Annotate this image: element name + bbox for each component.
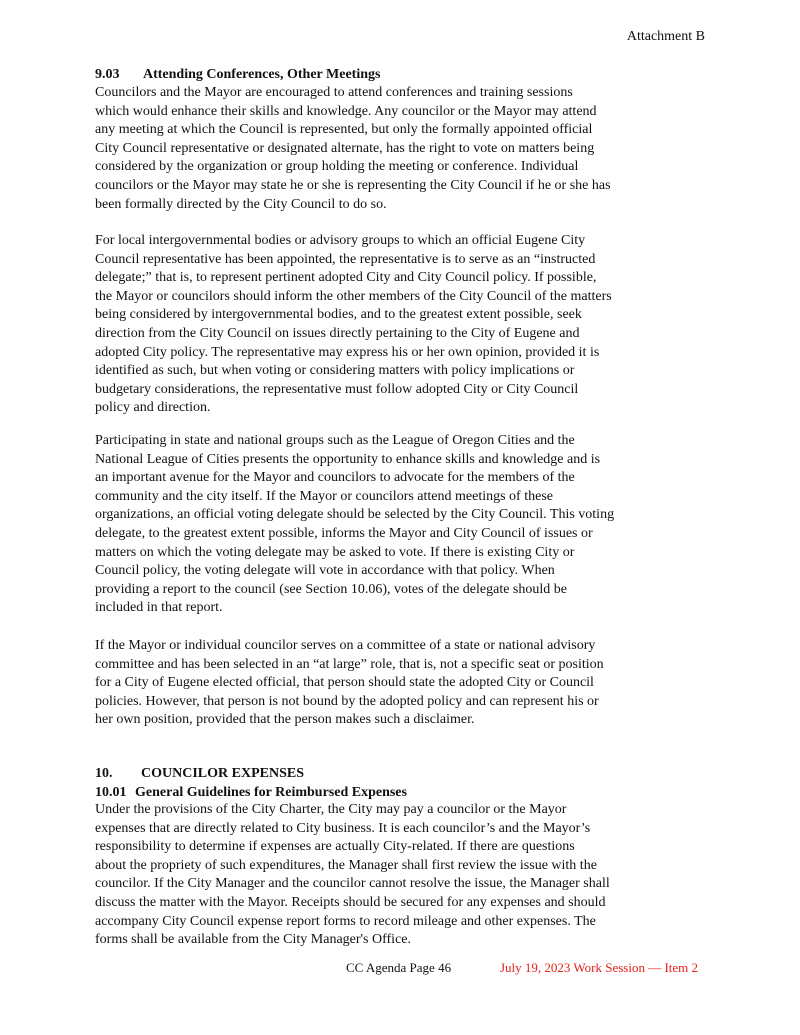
text-line: Councilors and the Mayor are encouraged to attend conferences and training sessions bbox=[95, 85, 573, 100]
section-number: 9.03 bbox=[95, 67, 120, 82]
text-line: the Mayor or councilors should inform the other members of the City Council of the matters bbox=[95, 288, 612, 304]
footer-session-label: July 19, 2023 Work Session — Item 2 bbox=[500, 960, 699, 975]
section-number: 10.01 bbox=[95, 784, 127, 800]
text-line: Under the provisions of the City Charter, the City may pay a councilor or the Mayor bbox=[95, 802, 567, 817]
text-line: been formally directed by the City Council to do so. bbox=[95, 196, 387, 212]
text-line: organizations, an official voting delegate should be selected by the City Council. This voting bbox=[95, 507, 615, 523]
section-title: General Guidelines for Reimbursed Expenses bbox=[135, 784, 407, 800]
text-line: Council representative has been appointed, the representative is to serve as an “instructed bbox=[95, 251, 596, 267]
text-line: about the propriety of such expenditures, the Manager shall first review the issue with the bbox=[95, 857, 597, 873]
text-line: accompany City Council expense report forms to record mileage and other expenses. The bbox=[95, 913, 596, 929]
text-line: delegate;” that is, to represent pertinent adopted City and City Council policy. If possible, bbox=[95, 270, 597, 286]
section-10-heading bbox=[95, 765, 407, 802]
text-line: councilors or the Mayor may state he or she is representing the City Council if he or she has bbox=[95, 177, 611, 193]
text-line: providing a report to the council (see Section 10.06), votes of the delegate should be bbox=[95, 581, 567, 597]
text-line: expenses that are directly related to City business. It is each councilor’s and the Mayor’s bbox=[95, 820, 591, 836]
footer-page-number: CC Agenda Page 46 bbox=[346, 960, 452, 975]
text-line: identified as such, but when voting or considering matters with policy implications or bbox=[95, 363, 575, 379]
text-line: City Council representative or designated alternate, has the right to vote on matters being bbox=[95, 140, 595, 156]
text-line: Council policy, the voting delegate will vote in accordance with that policy. When bbox=[95, 563, 555, 579]
text-line: which would enhance their skills and knowledge. Any councilor or the Mayor may attend bbox=[95, 103, 597, 119]
text-line: forms shall be available from the City Manager's Office. bbox=[95, 932, 411, 948]
attachment-label: Attachment B bbox=[626, 29, 705, 44]
text-line: policies. However, that person is not bound by the adopted policy and can represent his or bbox=[95, 693, 599, 709]
section-title: COUNCILOR EXPENSES bbox=[141, 766, 304, 781]
text-line: delegate, to the greatest extent possible, informs the Mayor and City Council of issues or bbox=[95, 525, 593, 541]
text-line: being considered by intergovernmental bodies, and to the greatest extent possible, seek bbox=[95, 307, 582, 323]
section-9-03-heading bbox=[95, 66, 380, 85]
text-line: considered by the organization or group holding the meeting or conference. Individual bbox=[95, 159, 579, 175]
section-title: Attending Conferences, Other Meetings bbox=[143, 67, 381, 82]
text-line: matters on which the voting delegate may be asked to vote. If there is existing City or bbox=[95, 544, 575, 560]
text-line: budgetary considerations, the representative must follow adopted City or City Council bbox=[95, 381, 579, 397]
text-line: Participating in state and national groups such as the League of Oregon Cities and the bbox=[95, 433, 575, 448]
text-line: her own position, provided that the person makes such a disclaimer. bbox=[95, 712, 475, 728]
section-number: 10. bbox=[95, 766, 113, 781]
paragraph bbox=[95, 801, 610, 950]
text-line: any meeting at which the Council is represented, but only the formally appointed official bbox=[95, 122, 593, 138]
paragraph bbox=[95, 84, 611, 214]
paragraph bbox=[95, 432, 614, 618]
text-line: For local intergovernmental bodies or advisory groups to which an official Eugene City bbox=[95, 233, 586, 248]
text-line: National League of Cities presents the opportunity to enhance skills and knowledge and is bbox=[95, 451, 601, 467]
text-line: included in that report. bbox=[95, 600, 223, 616]
text-line: If the Mayor or individual councilor serves on a committee of a state or national advisory bbox=[95, 638, 596, 653]
text-line: councilor. If the City Manager and the councilor cannot resolve the issue, the Manager shall bbox=[95, 876, 610, 892]
text-line: an important avenue for the Mayor and councilors to advocate for the members of the bbox=[95, 470, 575, 486]
text-line: discuss the matter with the Mayor. Receipts should be secured for any expenses and should bbox=[95, 894, 606, 910]
text-line: adopted City policy. The representative may express his or her own opinion, provided it is bbox=[95, 344, 600, 360]
text-line: committee and has been selected in an “at large” role, that is, not a specific seat or position bbox=[95, 656, 604, 672]
text-line: direction from the City Council on issues directly pertaining to the City of Eugene and bbox=[95, 325, 580, 341]
text-line: responsibility to determine if expenses are actually City-related. If there are questions bbox=[95, 839, 575, 855]
text-line: policy and direction. bbox=[95, 400, 211, 416]
paragraph bbox=[95, 637, 604, 730]
text-line: community and the city itself. If the Mayor or councilors attend meetings of these bbox=[95, 488, 553, 504]
text-line: for a City of Eugene elected official, that person should state the adopted City or Council bbox=[95, 675, 594, 691]
paragraph bbox=[95, 232, 612, 418]
